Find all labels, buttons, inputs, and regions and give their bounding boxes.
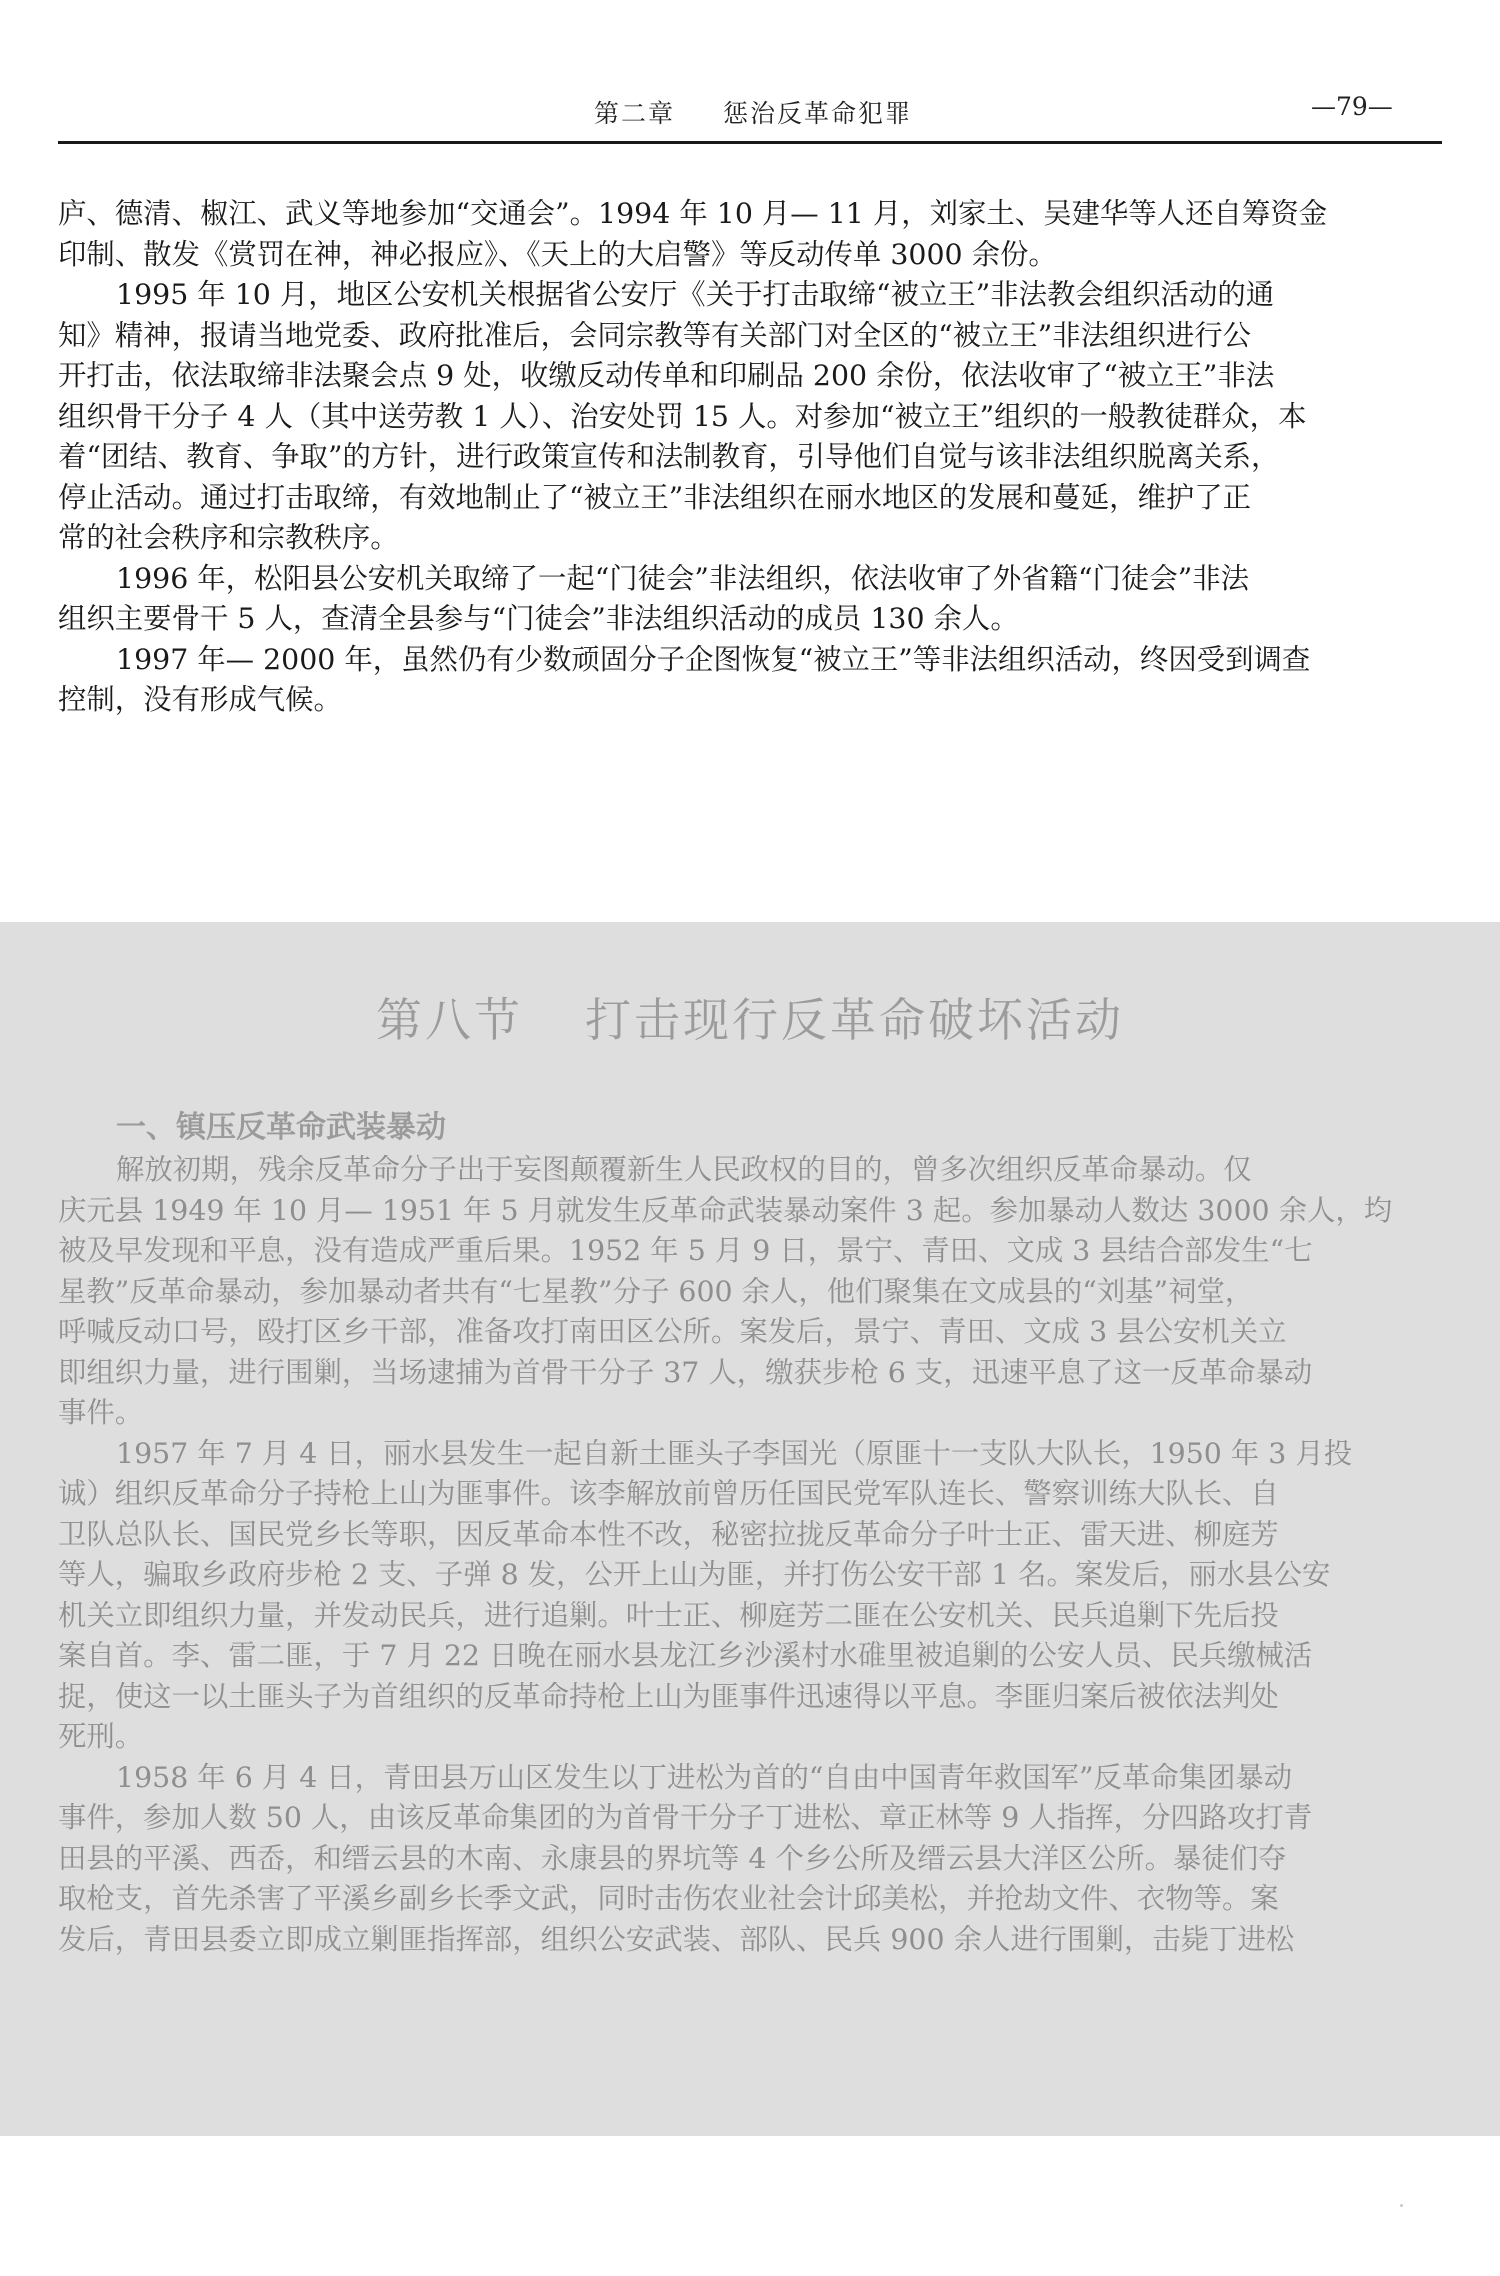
chapter-number: 第二章 — [594, 99, 676, 128]
scan-speck — [1400, 2204, 1403, 2207]
section-number: 第八节 — [376, 993, 523, 1047]
text-line: 停止活动。通过打击取缔，有效地制止了“被立王”非法组织在丽水地区的发展和蔓延，维护了正 — [58, 480, 1252, 514]
section-heading: 打击现行反革命破坏活动 — [585, 993, 1124, 1047]
text-line: 案自首。李、雷二匪，于 7 月 22 日晚在丽水县龙江乡沙溪村水碓里被追剿的公安人员、民兵缴械活 — [58, 1639, 1313, 1672]
text-line: 印制、散发《赏罚在神，神必报应》、《天上的大启警》等反动传单 3000 余份。 — [58, 237, 1057, 271]
text-line: 等人，骗取乡政府步枪 2 支、子弹 8 发，公开上山为匪，并打伤公安干部 1 名。案发后，丽水县公安 — [58, 1558, 1331, 1591]
text-line: 开打击，依法取缔非法聚会点 9 处，收缴反动传单和印刷品 200 余份，依法收审了“被立王”非法 — [58, 359, 1275, 392]
text-line: 死刑。 — [58, 1720, 144, 1753]
text-line: 即组织力量，进行围剿，当场逮捕为首骨干分子 37 人，缴获步枪 6 支，迅速平息了这一反革命暴动 — [58, 1355, 1313, 1389]
section-block — [0, 922, 1500, 2136]
text-line: 知》精神，报请当地党委、政府批准后，会同宗教等有关部门对全区的“被立王”非法组织进行公 — [58, 318, 1252, 352]
text-line: 事件，参加人数 50 人，由该反革命集团的为首骨干分子丁进松、章正林等 9 人指挥，分四路攻打青 — [58, 1801, 1313, 1834]
text-line: 解放初期，残余反革命分子出于妄图颠覆新生人民政权的目的，曾多次组织反革命暴动。仅 — [116, 1153, 1252, 1186]
text-line: 捉，使这一以土匪头子为首组织的反革命持枪上山为匪事件迅速得以平息。李匪归案后被依法判处 — [58, 1679, 1279, 1713]
chapter-title: 惩治反革命犯罪 — [723, 99, 913, 128]
text-line: 组织主要骨干 5 人，查清全县参与“门徒会”非法组织活动的成员 130 余人。 — [58, 602, 1019, 635]
text-line: 1997 年— 2000 年，虽然仍有少数顽固分子企图恢复“被立王”等非法组织活动，终因受到调查 — [116, 642, 1311, 676]
section-title — [0, 984, 1500, 1050]
header-divider — [58, 141, 1442, 144]
page-number: —79— — [1311, 92, 1393, 121]
text-line: 庆元县 1949 年 10 月— 1951 年 5 月就发生反革命武装暴动案件 3 起。参加暴动人数达 3000 余人，均 — [58, 1193, 1393, 1227]
text-line: 1995 年 10 月，地区公安机关根据省公安厅《关于打击取缔“被立王”非法教会组织活动的通 — [116, 278, 1275, 311]
text-line: 诚）组织反革命分子持枪上山为匪事件。该李解放前曾历任国民党军队连长、警察训练大队长、自 — [58, 1477, 1279, 1510]
subsection-heading: 一、镇压反革命武装暴动 — [116, 1110, 446, 1145]
text-line: 取枪支，首先杀害了平溪乡副乡长季文武，同时击伤农业社会计邱美松，并抢劫文件、衣物等。案 — [58, 1882, 1279, 1915]
text-line: 1957 年 7 月 4 日，丽水县发生一起自新土匪头子李国光（原匪十一支队大队长，1950 年 3 月投 — [116, 1436, 1353, 1470]
text-line: 1958 年 6 月 4 日，青田县万山区发生以丁进松为首的“自由中国青年救国军”反革命集团暴动 — [116, 1760, 1293, 1794]
text-line: 事件。 — [58, 1396, 144, 1429]
text-line: 发后，青田县委立即成立剿匪指挥部，组织公安武装、部队、民兵 900 余人进行围剿，击毙丁进松 — [58, 1922, 1295, 1956]
text-line: 常的社会秩序和宗教秩序。 — [58, 521, 399, 554]
running-header — [58, 80, 1442, 130]
text-line: 被及早发现和平息，没有造成严重后果。1952 年 5 月 9 日，景宁、青田、文成 3 县结合部发生“七 — [58, 1234, 1313, 1267]
text-line: 庐、德清、椒江、武义等地参加“交通会”。1994 年 10 月— 11 月，刘家土、吴建华等人还自筹资金 — [58, 197, 1328, 230]
text-line: 着“团结、教育、争取”的方针，进行政策宣传和法制教育，引导他们自觉与该非法组织脱离关系， — [58, 440, 1280, 473]
text-line: 组织骨干分子 4 人（其中送劳教 1 人）、治安处罚 15 人。对参加“被立王”组织的一般教徒群众，本 — [58, 399, 1307, 433]
chapter-heading — [594, 94, 912, 130]
text-line: 呼喊反动口号，殴打区乡干部，准备攻打南田区公所。案发后，景宁、青田、文成 3 县公安机关立 — [58, 1315, 1287, 1348]
text-line: 星教”反革命暴动，参加暴动者共有“七星教”分子 600 余人，他们聚集在文成县的“刘基”祠堂， — [58, 1274, 1254, 1308]
text-line: 机关立即组织力量，并发动民兵，进行追剿。叶士正、柳庭芳二匪在公安机关、民兵追剿下先后投 — [58, 1598, 1279, 1632]
text-line: 1996 年，松阳县公安机关取缔了一起“门徒会”非法组织，依法收审了外省籍“门徒会”非法 — [116, 561, 1250, 595]
text-line: 田县的平溪、西岙，和缙云县的木南、永康县的界坑等 4 个乡公所及缙云县大洋区公所。暴徒们夺 — [58, 1841, 1287, 1875]
text-line: 卫队总队长、国民党乡长等职，因反革命本性不改，秘密拉拢反革命分子叶士正、雷天进、柳庭芳 — [58, 1517, 1279, 1551]
text-line: 控制，没有形成气候。 — [58, 683, 342, 716]
